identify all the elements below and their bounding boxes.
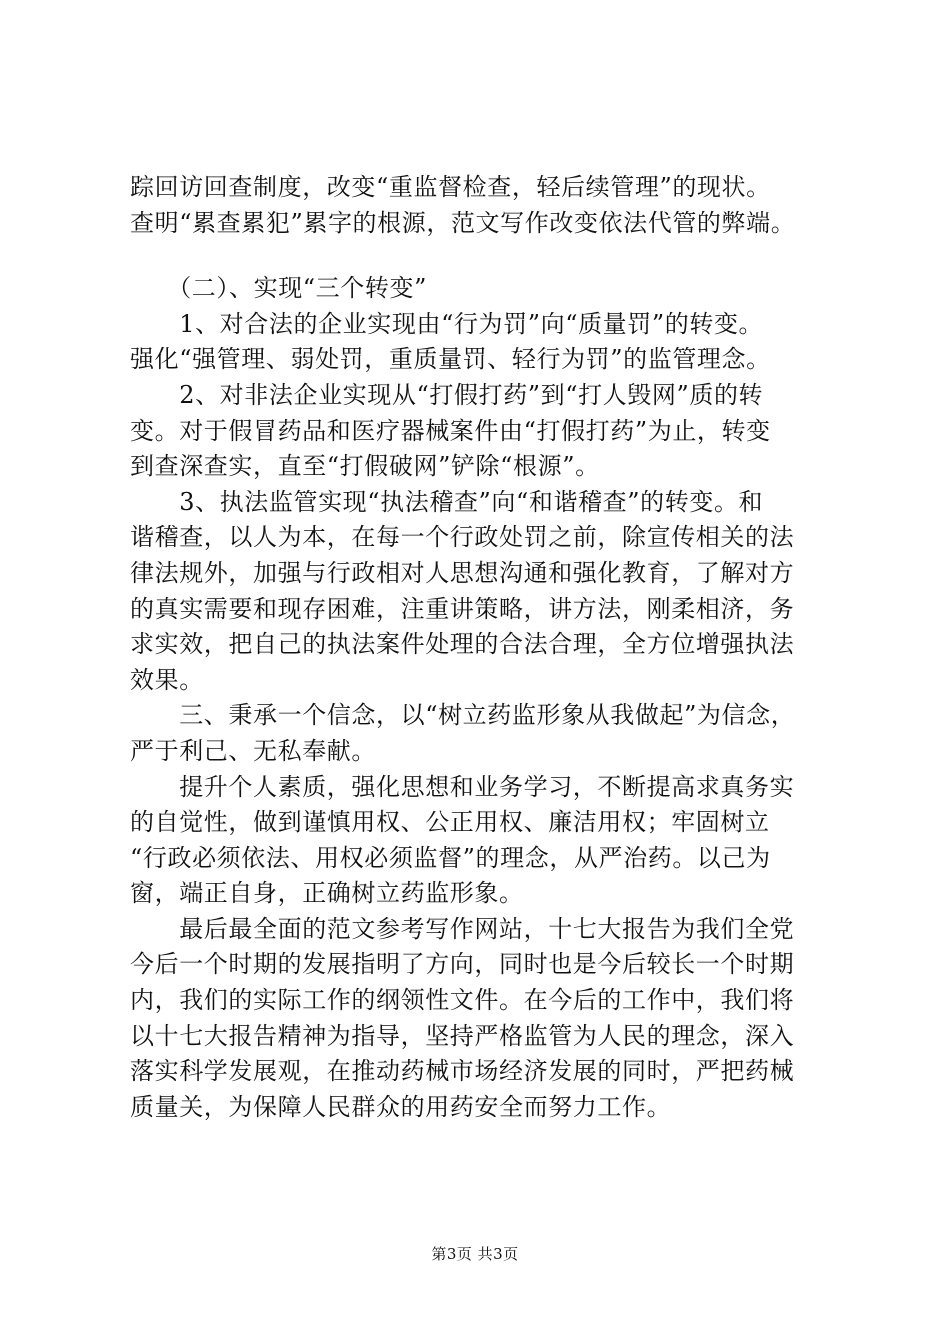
text-line: 强化“强管理、弱处罚，重质量罚、轻行为罚”的监管理念。 xyxy=(130,345,771,374)
text-line: 谐稽查，以人为本，在每一个行政处罚之前，除宣传相关的法 xyxy=(130,523,795,552)
text-line: 内，我们的实际工作的纲领性文件。在今后的工作中，我们将 xyxy=(130,986,795,1015)
text-line: 律法规外，加强与行政相对人思想沟通和强化教育，了解对方 xyxy=(130,558,795,587)
paragraph-gap xyxy=(130,241,850,271)
text-line: 提升个人素质，强化思想和业务学习，不断提高求真务实 xyxy=(130,772,795,801)
text-line: 3、执法监管实现“执法稽查”向“和谐稽查”的转变。和 xyxy=(130,487,764,516)
text-line: “行政必须依法、用权必须监督”的理念，从严治药。以己为 xyxy=(130,843,771,872)
text-line: 到查深查实，直至“打假破网”铲除“根源”。 xyxy=(130,452,600,481)
text-line: 变。对于假冒药品和医疗器械案件由“打假打药”为止，转变 xyxy=(130,416,771,445)
text-line: 的真实需要和现存困难，注重讲策略，讲方法，刚柔相济，务 xyxy=(130,594,795,623)
text-line: 的自觉性，做到谨慎用权、公正用权、廉洁用权；牢固树立 xyxy=(130,808,770,837)
text-line: 以十七大报告精神为指导，坚持严格监管为人民的理念，深入 xyxy=(130,1021,795,1050)
text-line: 质量关，为保障人民群众的用药安全而努力工作。 xyxy=(130,1092,672,1121)
text-line: 今后一个时期的发展指明了方向，同时也是今后较长一个时期 xyxy=(130,950,795,979)
text-line: 效果。 xyxy=(130,665,204,694)
page-footer: 第3页 共3页 xyxy=(431,1245,519,1263)
text-line: 求实效，把自己的执法案件处理的合法合理，全方位增强执法 xyxy=(130,630,795,659)
text-line: 最后最全面的范文参考写作网站，十七大报告为我们全党 xyxy=(130,914,795,943)
text-line: 落实科学发展观，在推动药械市场经济发展的同时，严把药械 xyxy=(130,1057,795,1086)
text-line: 窗，端正自身，正确树立药监形象。 xyxy=(130,879,524,908)
text-line: 踪回访回查制度，改变“重监督检查，轻后续管理”的现状。 xyxy=(130,173,771,201)
text-line: 1、对合法的企业实现由“行为罚”向“质量罚”的转变。 xyxy=(130,309,764,338)
text-line: 查明“累查累犯”累字的根源，范文写作改变依法代管的弊端。 xyxy=(130,208,796,237)
section-heading: （二）、实现“三个转变” xyxy=(130,274,427,303)
text-line: 2、对非法企业实现从“打假打药”到“打人毁网”质的转 xyxy=(130,380,764,409)
text-line: 严于利己、无私奉献。 xyxy=(130,736,376,765)
text-line: 三、秉承一个信念，以“树立药监形象从我做起”为信念， xyxy=(130,701,796,730)
document-body xyxy=(130,170,850,1125)
